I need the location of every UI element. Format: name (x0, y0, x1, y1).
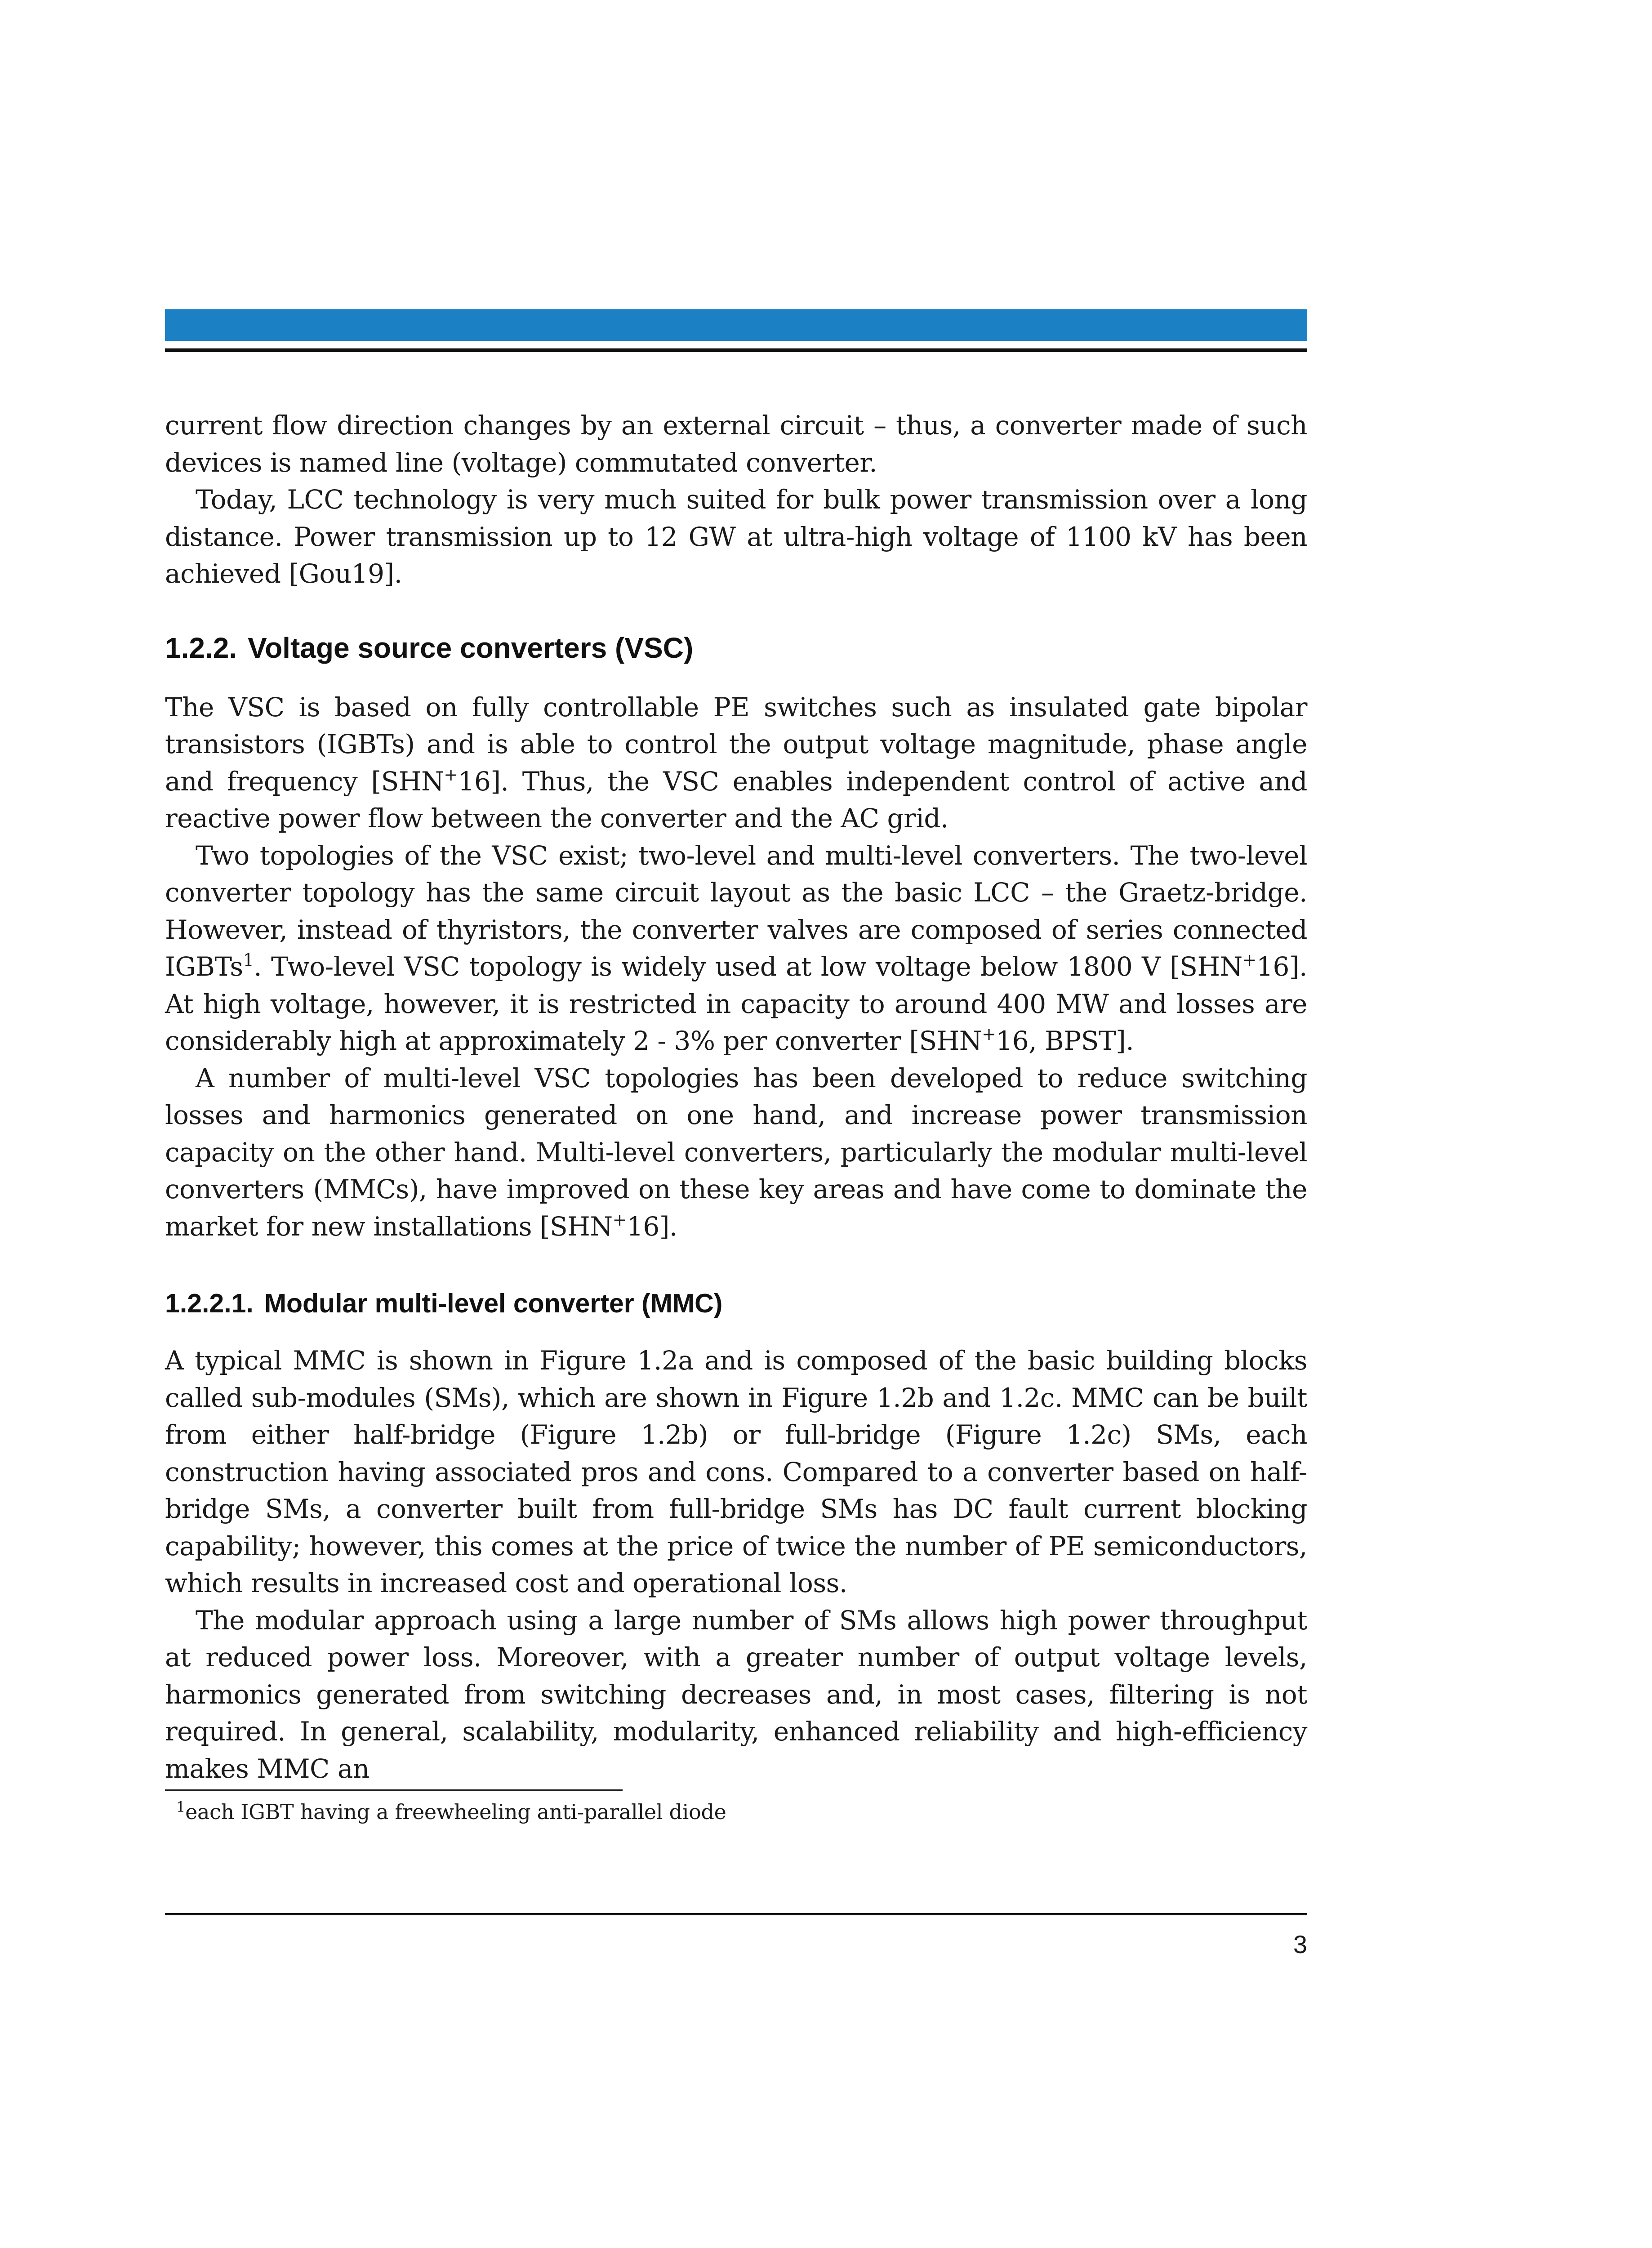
paragraph-continuation: current flow direction changes by an external circuit – thus, a converter made of such devices is named line (voltage) commutated converter. (165, 410, 1307, 478)
text-run: 16, BPST]. (996, 1026, 1134, 1056)
citation-superscript: + (612, 1209, 627, 1230)
text-run: A number of multi-level VSC topologies has been developed to reduce switching losses and harmonics generated on one hand, and increase power transmission capacity on the other hand. Multi-level converters, particularly the modular multi-level converters (MMCs), have improved on these key areas and have come to dominate the market for new installations [SHN (165, 1062, 1307, 1242)
citation-superscript: + (444, 764, 458, 785)
paragraph-vsc-topologies (165, 837, 1307, 1060)
text-run: 16]. At high voltage, however, it is restricted in capacity to around 400 MW and losses are considerably high at approximately 2 - 3% per converter [SHN (165, 951, 1307, 1056)
citation-superscript: + (982, 1024, 996, 1044)
citation-superscript: + (1242, 950, 1257, 970)
text-run: The VSC is based on fully controllable PE switches such as insulated gate bipolar transistors (IGBTs) and is able to control the output voltage magnitude, phase angle and frequency [SHN (165, 691, 1307, 797)
footnote-rule (165, 1789, 623, 1791)
header-rule (165, 348, 1307, 352)
footnote-reference[interactable]: 1 (243, 950, 254, 970)
footnote-mark: 1 (176, 1798, 186, 1815)
text-run: . Two-level VSC topology is widely used at low voltage below 1800 V [SHN (254, 951, 1242, 982)
header-accent-bar (165, 309, 1307, 341)
subsection-number: 1.2.2.1. (165, 1289, 254, 1318)
subsection-heading-mmc (165, 1285, 1307, 1322)
paragraph-multilevel (165, 1060, 1307, 1245)
text-run: 16]. (626, 1211, 677, 1242)
text-run: Two topologies of the VSC exist; two-level and multi-level converters. The two-level converter topology has the same circuit layout as the basic LCC – the Graetz-bridge. However, instead of thyristors, the converter valves are composed of series connected IGBTs (165, 840, 1307, 982)
paragraph-vsc-intro (165, 689, 1307, 837)
paragraph-mmc-typical: A typical MMC is shown in Figure 1.2a and is composed of the basic building blocks called sub-modules (SMs), which are shown in Figure 1.2b and 1.2c. MMC can be built from either half-bridge (Figure 1.2b) or full-bridge (Figure 1.2c) SMs, each construction having associated pros and cons. Compared to a converter based on half-bridge SMs, a converter built from full-bridge SMs has DC fault current blocking capability; however, this comes at the price of twice the number of PE semiconductors, which results in increased cost and operational loss. (165, 1345, 1307, 1598)
subsection-title: Modular multi-level converter (MMC) (264, 1289, 723, 1318)
paragraph-lcc-today: Today, LCC technology is very much suited for bulk power transmission over a long distance. Power transmission up to 12 GW at ultra-high voltage of 1100 kV has been achieved [Gou19]. (165, 484, 1307, 589)
footer-rule (165, 1913, 1307, 1915)
text-run: 16]. Thus, the VSC enables independent control of active and reactive power flow between the converter and the AC grid. (165, 766, 1307, 834)
section-title: Voltage source converters (VSC) (248, 631, 694, 664)
footnote-text: each IGBT having a freewheeling anti-parallel diode (185, 1800, 726, 1824)
section-number: 1.2.2. (165, 631, 237, 664)
section-heading-vsc (165, 628, 1307, 668)
page-number: 3 (1293, 1930, 1307, 1958)
body-text (165, 407, 1307, 1787)
paragraph-mmc-modular: The modular approach using a large number of SMs allows high power throughput at reduced power loss. Moreover, with a greater number of output voltage levels, harmonics generated from switching decreases and, in most cases, filtering is not required. In general, scalability, modularity, enhanced reliability and high-efficiency makes MMC an (165, 1605, 1307, 1784)
footnote (176, 1798, 1255, 1825)
